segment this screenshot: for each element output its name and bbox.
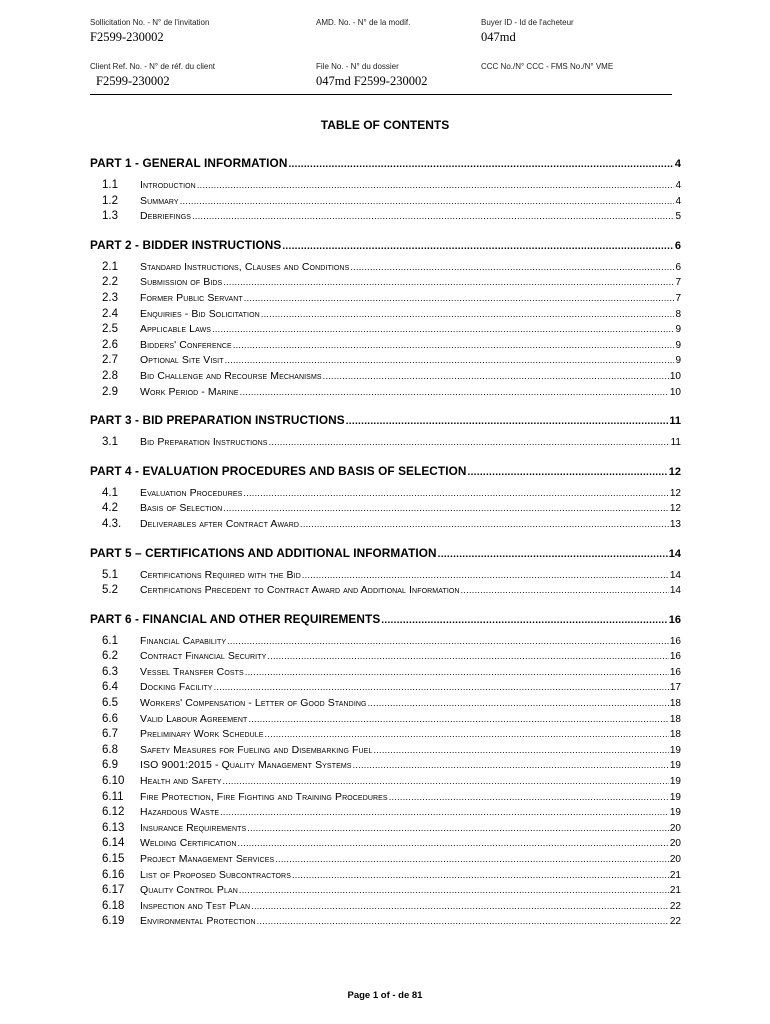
toc-entry-title: Deliverables after Contract Award bbox=[140, 517, 300, 530]
toc-page-number: 12 bbox=[668, 465, 681, 478]
toc-entry[interactable] bbox=[90, 883, 681, 899]
toc-entry-title: Workers' Compensation - Letter of Good Standing bbox=[140, 697, 367, 710]
toc-page-number: 20 bbox=[669, 822, 681, 834]
dot-leader bbox=[346, 413, 669, 427]
toc-entry-number: 6.13 bbox=[102, 821, 125, 834]
toc-entry-number: 6.8 bbox=[102, 743, 118, 756]
toc-entry-number: 4.3. bbox=[102, 517, 122, 530]
toc-entry[interactable] bbox=[90, 821, 681, 837]
toc-entry[interactable] bbox=[90, 517, 681, 533]
toc-page-number: 22 bbox=[669, 900, 681, 912]
toc-entry-title: Summary bbox=[140, 194, 179, 207]
toc-entry-number: 6.5 bbox=[102, 697, 118, 710]
toc-entry-title: Debriefings bbox=[140, 210, 192, 223]
toc-entry[interactable] bbox=[90, 727, 681, 743]
toc-entry[interactable] bbox=[90, 899, 681, 915]
dot-leader bbox=[233, 338, 675, 354]
toc-entry-number: 6.4 bbox=[102, 681, 118, 694]
dot-leader bbox=[245, 665, 669, 681]
dot-leader bbox=[248, 712, 668, 728]
toc-page-number: 18 bbox=[669, 729, 681, 741]
toc-page-number: 21 bbox=[669, 885, 681, 897]
toc-page-number: 14 bbox=[669, 569, 681, 581]
toc-entry[interactable] bbox=[90, 568, 681, 584]
toc-entry-number: 1.3 bbox=[102, 210, 118, 223]
toc-entry-title: Former Public Servant bbox=[140, 291, 243, 304]
toc-part-title: PART 3 - BID PREPARATION INSTRUCTIONS bbox=[90, 413, 345, 428]
toc-page-number: 18 bbox=[669, 713, 681, 725]
toc-entry-number: 6.6 bbox=[102, 712, 118, 725]
dot-leader bbox=[225, 353, 675, 369]
toc-entry-title: Certifications Precedent to Contract Award and Additional Information bbox=[140, 584, 460, 597]
toc-entry-number: 2.1 bbox=[102, 260, 118, 273]
toc-entry[interactable] bbox=[90, 501, 681, 517]
dot-leader bbox=[240, 385, 669, 401]
toc-entry[interactable] bbox=[90, 385, 681, 401]
toc-entry-number: 2.2 bbox=[102, 276, 118, 289]
toc-entry-number: 3.1 bbox=[102, 436, 118, 449]
toc-entry-number: 2.3 bbox=[102, 291, 118, 304]
toc-entry-number: 2.9 bbox=[102, 385, 118, 398]
dot-leader bbox=[438, 546, 668, 560]
toc-entry-title: Hazardous Waste bbox=[140, 806, 220, 819]
dot-leader bbox=[180, 194, 675, 210]
toc-page-number: 19 bbox=[669, 807, 681, 819]
toc-page-number: 20 bbox=[669, 838, 681, 850]
file-field bbox=[316, 62, 427, 89]
toc-entry[interactable] bbox=[90, 322, 681, 338]
toc-page-number: 16 bbox=[669, 651, 681, 663]
dot-leader bbox=[300, 517, 669, 533]
dot-leader bbox=[197, 178, 675, 194]
toc-part-heading[interactable] bbox=[90, 464, 681, 478]
toc-entry-list bbox=[90, 634, 681, 930]
toc-page-number: 11 bbox=[669, 415, 681, 428]
toc-entry-number: 4.2 bbox=[102, 502, 118, 515]
toc-entry-title: Certifications Required with the Bid bbox=[140, 568, 301, 581]
toc-page-number: 16 bbox=[669, 635, 681, 647]
buyer-value: 047md bbox=[481, 30, 516, 44]
toc-entry-title: Standard Instructions, Clauses and Conditions bbox=[140, 260, 350, 273]
toc-page-number: 5 bbox=[675, 211, 681, 223]
toc-entry-list bbox=[90, 568, 681, 599]
amd-field bbox=[316, 18, 410, 27]
toc-entry-list bbox=[90, 178, 681, 225]
toc-entry-title: Introduction bbox=[140, 179, 196, 191]
toc-page-number: 4 bbox=[675, 180, 681, 191]
toc-page-number: 9 bbox=[675, 339, 681, 351]
toc-entry[interactable] bbox=[90, 353, 681, 369]
dot-leader bbox=[220, 805, 669, 821]
toc-page-number: 19 bbox=[669, 760, 681, 772]
dot-leader bbox=[288, 156, 673, 170]
toc-entry-number: 6.14 bbox=[102, 837, 125, 850]
toc-entry-number: 6.9 bbox=[102, 759, 118, 772]
toc-entry-number: 6.16 bbox=[102, 868, 125, 881]
toc-title: TABLE OF CONTENTS bbox=[320, 118, 450, 132]
dot-leader bbox=[323, 369, 669, 385]
toc-entry-number: 6.19 bbox=[102, 915, 125, 928]
toc-part-heading[interactable] bbox=[90, 156, 681, 170]
dot-leader bbox=[214, 680, 669, 696]
toc-entry[interactable] bbox=[90, 291, 681, 307]
toc-page-number: 21 bbox=[669, 869, 681, 881]
toc-entry[interactable] bbox=[90, 790, 681, 806]
ccc-field bbox=[481, 62, 613, 71]
toc-entry[interactable] bbox=[90, 914, 681, 930]
toc-entry-title: Inspection and Test Plan bbox=[140, 899, 251, 912]
toc-entry[interactable] bbox=[90, 307, 681, 323]
client-ref-field bbox=[90, 62, 215, 89]
dot-leader bbox=[223, 501, 669, 517]
toc-page-number: 22 bbox=[669, 916, 681, 928]
toc-entry[interactable] bbox=[90, 369, 681, 385]
toc-page-number: 17 bbox=[669, 682, 681, 694]
solicitation-field bbox=[90, 18, 209, 45]
toc-entry-title: Welding Certification bbox=[140, 837, 237, 850]
dot-leader bbox=[381, 612, 667, 626]
toc-entry-number: 4.1 bbox=[102, 486, 118, 499]
toc-entry[interactable] bbox=[90, 696, 681, 712]
toc-page-number: 7 bbox=[675, 277, 681, 289]
toc-entry-number: 2.8 bbox=[102, 369, 118, 382]
solicitation-value: F2599-230002 bbox=[90, 30, 164, 44]
toc-page-number: 13 bbox=[669, 518, 681, 530]
dot-leader bbox=[373, 743, 668, 759]
toc-entry-title: Valid Labour Agreement bbox=[140, 712, 248, 725]
toc-entry-title: Fire Protection, Fire Fighting and Training Procedures bbox=[140, 790, 388, 803]
toc-entry-title: Bidders' Conference bbox=[140, 338, 232, 351]
toc-page-number: 9 bbox=[675, 355, 681, 367]
toc-entry-number: 6.10 bbox=[102, 775, 125, 788]
dot-leader bbox=[247, 821, 669, 837]
toc-entry-number: 2.5 bbox=[102, 323, 118, 336]
dot-leader bbox=[461, 583, 669, 599]
dot-leader bbox=[282, 238, 674, 252]
toc-entry-title: Health and Safety bbox=[140, 775, 222, 788]
toc-entry[interactable] bbox=[90, 805, 681, 821]
toc-entry[interactable] bbox=[90, 338, 681, 354]
buyer-field bbox=[481, 18, 574, 45]
dot-leader bbox=[261, 307, 675, 323]
dot-leader bbox=[265, 727, 669, 743]
toc-entry-title: Contract Financial Security bbox=[140, 650, 267, 663]
toc-entry-number: 5.1 bbox=[102, 568, 118, 581]
toc-page-number: 12 bbox=[669, 503, 681, 515]
dot-leader bbox=[239, 883, 669, 899]
toc-entry-title: Evaluation Procedures bbox=[140, 486, 243, 499]
toc-entry-list bbox=[90, 486, 681, 533]
toc-page-number: 18 bbox=[669, 698, 681, 710]
toc-entry-title: Preliminary Work Schedule bbox=[140, 728, 264, 741]
toc-entry[interactable] bbox=[90, 178, 681, 194]
toc-part-heading[interactable] bbox=[90, 546, 681, 560]
amd-label: AMD. No. - N° de la modif. bbox=[316, 18, 411, 27]
ccc-label: CCC No./N° CCC - FMS No./N° VME bbox=[481, 62, 614, 71]
toc-entry-number: 2.6 bbox=[102, 338, 118, 351]
toc-part-heading[interactable] bbox=[90, 238, 681, 252]
toc-page-number: 7 bbox=[675, 292, 681, 304]
toc-part-title: PART 4 - EVALUATION PROCEDURES AND BASIS OF SELECTION bbox=[90, 463, 467, 478]
dot-leader bbox=[243, 486, 668, 502]
toc-entry-number: 2.7 bbox=[102, 354, 118, 367]
toc-entry-list bbox=[90, 435, 681, 451]
dot-leader bbox=[468, 464, 668, 478]
toc-entry-title: Environmental Protection bbox=[140, 915, 256, 928]
toc-part-heading[interactable] bbox=[90, 612, 681, 626]
toc-entry-title: Quality Control Plan bbox=[140, 884, 238, 897]
header-divider bbox=[90, 94, 672, 95]
toc-page-number: 19 bbox=[669, 791, 681, 803]
toc-entry[interactable] bbox=[90, 194, 681, 210]
toc-entry-title: Insurance Requirements bbox=[140, 821, 247, 834]
toc-entry-number: 5.2 bbox=[102, 584, 118, 597]
toc-part-heading[interactable] bbox=[90, 413, 681, 427]
toc-page-number: 10 bbox=[669, 370, 681, 382]
toc-entry-title: Enquiries - Bid Solicitation bbox=[140, 307, 260, 320]
toc-entry-title: Applicable Laws bbox=[140, 323, 212, 336]
toc-page-number: 19 bbox=[669, 776, 681, 788]
buyer-label: Buyer ID - Id de l'acheteur bbox=[481, 18, 574, 27]
toc-entry[interactable] bbox=[90, 712, 681, 728]
toc-part-title: PART 2 - BIDDER INSTRUCTIONS bbox=[90, 237, 282, 252]
dot-leader bbox=[368, 696, 669, 712]
toc-page-number: 19 bbox=[669, 744, 681, 756]
toc-part-title: PART 5 – CERTIFICATIONS AND ADDITIONAL INFORMATION bbox=[90, 545, 437, 560]
dot-leader bbox=[223, 774, 669, 790]
toc-entry-number: 6.17 bbox=[102, 884, 125, 897]
toc-page-number: 16 bbox=[668, 613, 681, 626]
toc-entry[interactable] bbox=[90, 868, 681, 884]
solicitation-label: Sollicitation No. - N° de l'invitation bbox=[90, 18, 210, 27]
toc-entry-title: List of Proposed Subcontractors bbox=[140, 868, 291, 881]
toc-entry-title: Safety Measures for Fueling and Disembarking Fuel bbox=[140, 743, 373, 756]
toc-entry-title: Work Period - Marine bbox=[140, 385, 239, 398]
dot-leader bbox=[238, 836, 669, 852]
toc-page-number: 9 bbox=[675, 324, 681, 336]
toc-page-number: 11 bbox=[670, 437, 681, 449]
toc-page-number: 4 bbox=[675, 195, 681, 207]
toc-entry-title: Optional Site Visit bbox=[140, 354, 224, 367]
toc-entry-title: Project Management Services bbox=[140, 853, 275, 865]
client-ref-value: F2599-230002 bbox=[96, 74, 170, 88]
dot-leader bbox=[292, 868, 669, 884]
toc-entry[interactable] bbox=[90, 852, 681, 868]
toc-entry[interactable] bbox=[90, 275, 681, 291]
toc-entry-title: Submission of Bids bbox=[140, 276, 223, 289]
toc-entry-title: ISO 9001:2015 - Quality Management Systems bbox=[140, 759, 352, 772]
toc-entry[interactable] bbox=[90, 758, 681, 774]
toc-entry-number: 6.3 bbox=[102, 665, 118, 678]
toc-entry[interactable] bbox=[90, 774, 681, 790]
toc-entry-title: Basis of Selection bbox=[140, 502, 223, 515]
toc-entry-number: 6.7 bbox=[102, 728, 118, 741]
toc-part-title: PART 1 - GENERAL INFORMATION bbox=[90, 156, 288, 170]
dot-leader bbox=[244, 291, 675, 307]
toc-entry-title: Financial Capability bbox=[140, 634, 227, 647]
toc-page-number: 8 bbox=[675, 308, 681, 320]
toc-page-number: 12 bbox=[669, 487, 681, 499]
client-ref-label: Client Ref. No. - N° de réf. du client bbox=[90, 62, 216, 71]
toc-entry-title: Vessel Transfer Costs bbox=[140, 665, 244, 678]
toc-entry[interactable] bbox=[90, 649, 681, 665]
toc-part-title: PART 6 - FINANCIAL AND OTHER REQUIREMENTS bbox=[90, 611, 381, 626]
toc-entry[interactable] bbox=[90, 209, 681, 225]
dot-leader bbox=[227, 634, 669, 650]
toc-entry-number: 6.2 bbox=[102, 650, 118, 663]
toc-entry-number: 1.1 bbox=[102, 179, 118, 191]
toc-page-number: 10 bbox=[669, 386, 681, 398]
dot-leader bbox=[269, 435, 670, 451]
toc-entry-number: 6.12 bbox=[102, 806, 125, 819]
toc-entry-number: 2.4 bbox=[102, 307, 118, 320]
page-footer: Page 1 of - de 81 bbox=[347, 990, 423, 1001]
toc-entry[interactable] bbox=[90, 634, 681, 650]
file-label: File No. - N° du dossier bbox=[316, 62, 399, 71]
toc-entry[interactable] bbox=[90, 583, 681, 599]
toc-page-number: 6 bbox=[675, 261, 681, 273]
toc-entry-number: 1.2 bbox=[102, 194, 118, 207]
toc-entry-title: Docking Facility bbox=[140, 681, 213, 694]
toc-entry[interactable] bbox=[90, 665, 681, 681]
toc-entry[interactable] bbox=[90, 486, 681, 502]
toc-page-number: 14 bbox=[668, 547, 681, 560]
dot-leader bbox=[353, 758, 669, 774]
dot-leader bbox=[267, 649, 668, 665]
toc-entry-number: 6.18 bbox=[102, 899, 125, 912]
toc-entry[interactable] bbox=[90, 743, 681, 759]
dot-leader bbox=[251, 899, 669, 915]
file-value: 047md F2599-230002 bbox=[316, 74, 428, 88]
toc-page-number: 16 bbox=[669, 666, 681, 678]
toc-entry-number: 6.15 bbox=[102, 853, 125, 865]
toc-entry[interactable] bbox=[90, 260, 681, 276]
dot-leader bbox=[212, 322, 674, 338]
dot-leader bbox=[302, 568, 669, 584]
toc-entry[interactable] bbox=[90, 836, 681, 852]
toc-entry-title: Bid Challenge and Recourse Mechanisms bbox=[140, 369, 322, 382]
dot-leader bbox=[192, 209, 674, 225]
dot-leader bbox=[389, 790, 669, 806]
dot-leader bbox=[257, 914, 669, 930]
toc-entry-number: 6.11 bbox=[102, 790, 124, 803]
toc-entry-list bbox=[90, 260, 681, 400]
table-of-contents bbox=[90, 156, 681, 930]
toc-page-number: 20 bbox=[669, 854, 681, 865]
toc-entry[interactable] bbox=[90, 435, 681, 451]
dot-leader bbox=[350, 260, 674, 276]
dot-leader bbox=[223, 275, 674, 291]
dot-leader bbox=[275, 852, 669, 868]
toc-page-number: 14 bbox=[669, 585, 681, 597]
toc-entry-number: 6.1 bbox=[102, 634, 118, 647]
toc-page-number: 4 bbox=[674, 158, 681, 170]
toc-entry-title: Bid Preparation Instructions bbox=[140, 436, 268, 449]
toc-page-number: 6 bbox=[674, 239, 681, 252]
toc-entry[interactable] bbox=[90, 680, 681, 696]
